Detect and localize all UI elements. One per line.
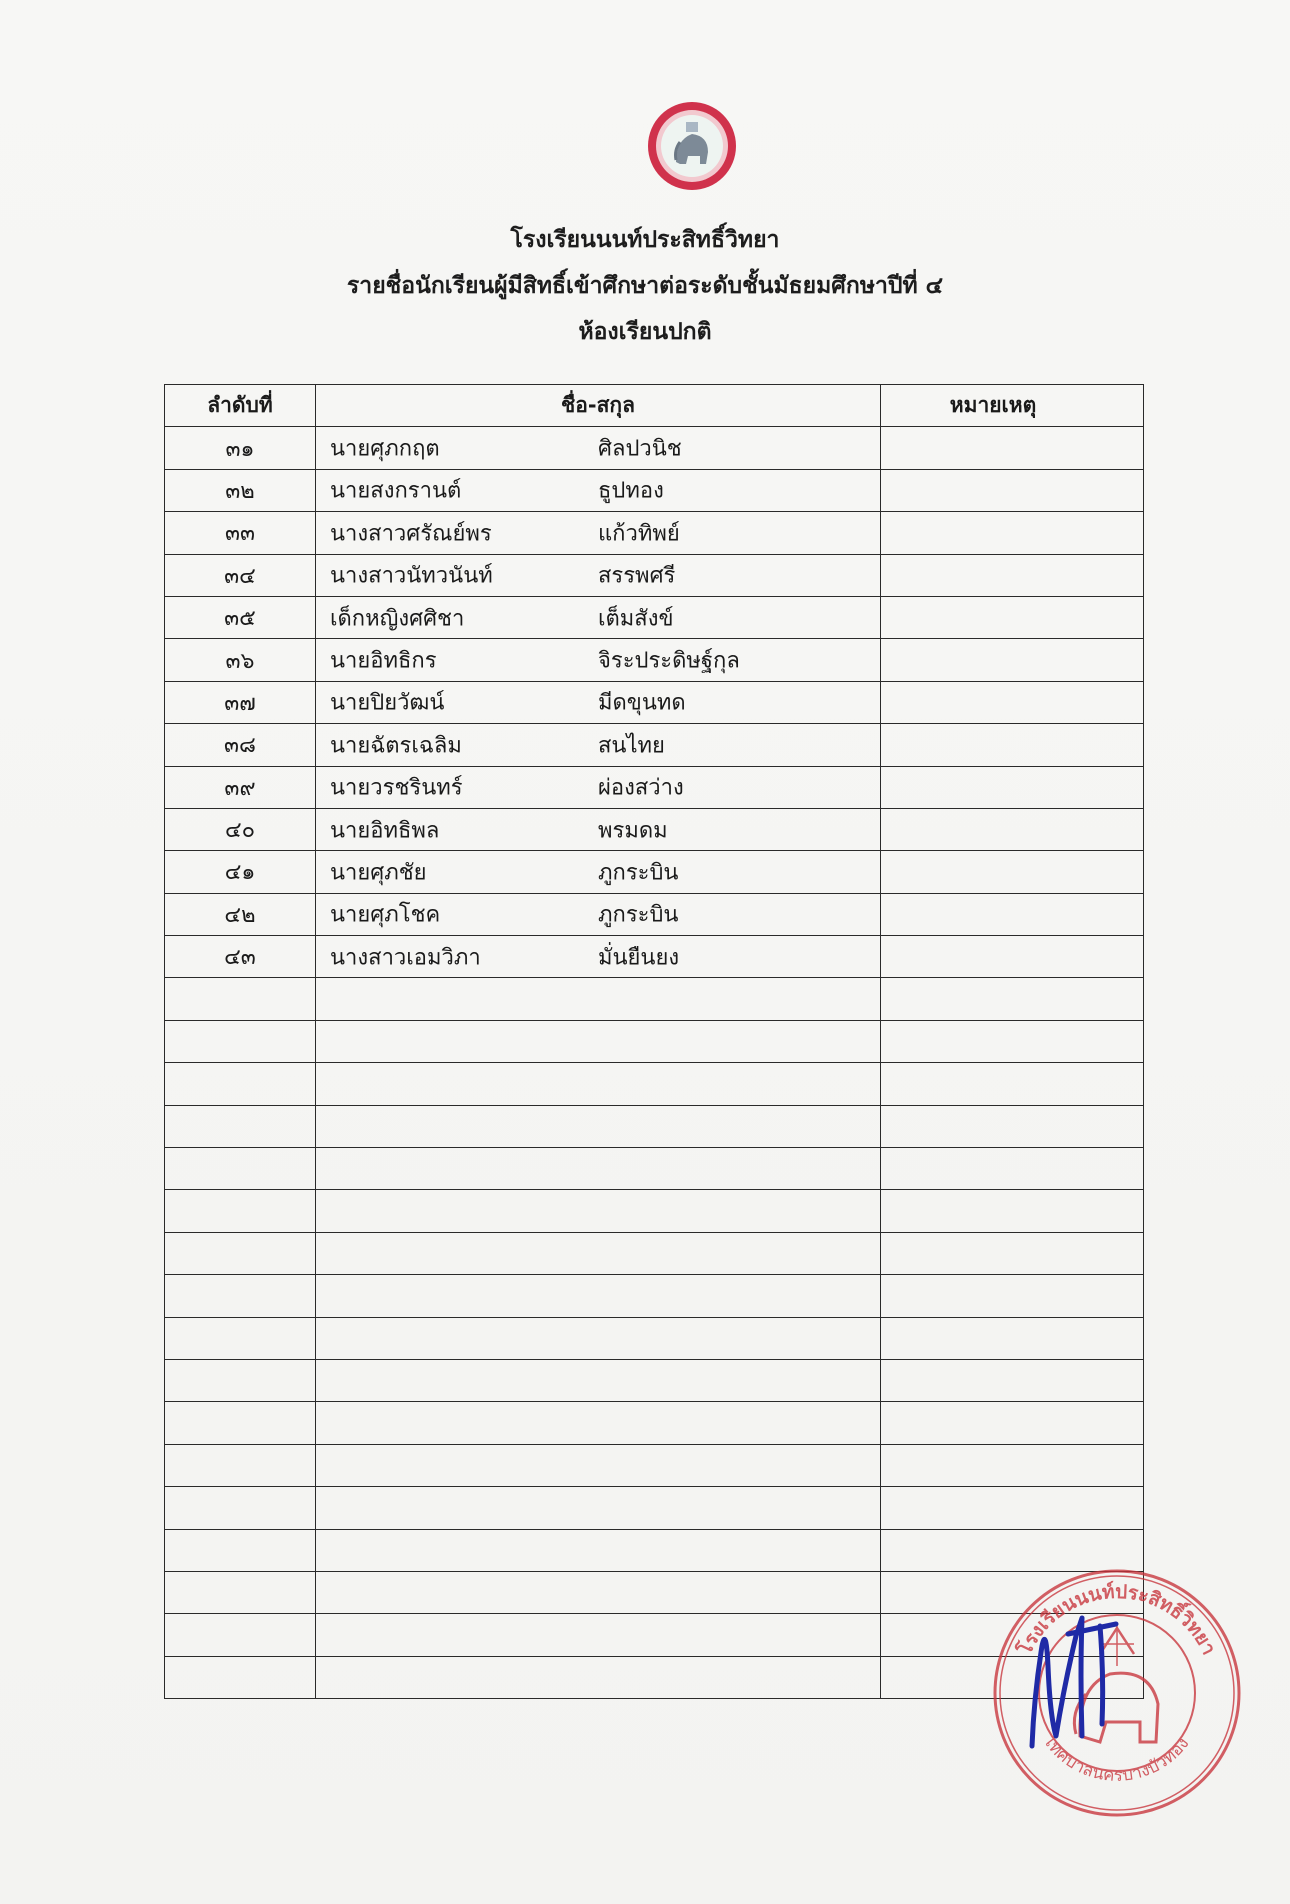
row-number [165,978,316,1020]
remark-cell [881,681,1144,723]
student-name-cell [316,1529,881,1571]
row-number: ๔๑ [165,851,316,893]
table-row [165,512,1144,554]
student-name-cell [316,1444,881,1486]
empty-table-row [165,1317,1144,1359]
empty-table-row [165,1444,1144,1486]
student-last-name: พรมดม [598,818,668,844]
row-number: ๓๔ [165,554,316,596]
handwritten-signature [1012,1606,1132,1756]
column-header-remark: หมายเหตุ [881,385,1144,427]
empty-table-row [165,978,1144,1020]
student-name-cell [316,639,881,681]
row-number [165,1487,316,1529]
table-body [165,427,1144,1699]
row-number [165,1444,316,1486]
student-last-name: มั่นยืนยง [598,945,680,971]
remark-cell [881,639,1144,681]
remark-cell [881,596,1144,638]
student-first-name: นางสาวเอมวิภา [330,945,481,971]
student-first-name: นายอิทธิพล [330,818,440,844]
row-number: ๓๕ [165,596,316,638]
student-name-cell [316,1317,881,1359]
student-name-cell [316,978,881,1020]
remark-cell [881,1190,1144,1232]
empty-table-row [165,1402,1144,1444]
school-name: โรงเรียนนนท์ประสิทธิ์วิทยา [510,227,780,253]
student-first-name: นายปิยวัฒน์ [330,690,445,716]
student-last-name: ศิลปวนิช [598,436,682,462]
row-number [165,1063,316,1105]
student-first-name: นายฉัตรเฉลิม [330,733,462,759]
student-first-name: นางสาวศรัณย์พร [330,521,492,547]
remark-cell [881,1020,1144,1062]
empty-table-row [165,1487,1144,1529]
table-row [165,724,1144,766]
remark-cell [881,469,1144,511]
student-last-name: ภูกระบิน [598,860,679,886]
column-header-number: ลำดับที่ [165,385,316,427]
student-name-cell [316,1359,881,1401]
row-number: ๓๒ [165,469,316,511]
table-header-row [165,385,1144,427]
student-name-cell [316,724,881,766]
remark-cell [881,1105,1144,1147]
remark-cell [881,851,1144,893]
table-row [165,766,1144,808]
student-first-name: นายศุภชัย [330,860,427,886]
student-last-name: สนไทย [598,733,665,759]
remark-cell [881,936,1144,978]
row-number [165,1190,316,1232]
student-first-name: นายสงกรานต์ [330,478,462,504]
student-name-cell [316,1148,881,1190]
student-last-name: เต็มสังข์ [598,606,674,632]
student-name-cell [316,1063,881,1105]
row-number: ๓๑ [165,427,316,469]
school-logo [646,100,738,192]
row-number: ๔๓ [165,936,316,978]
empty-table-row [165,1359,1144,1401]
student-first-name: นายศุภกฤต [330,436,440,462]
row-number [165,1232,316,1274]
remark-cell [881,724,1144,766]
remark-cell [881,766,1144,808]
student-first-name: นายวรชรินทร์ [330,775,463,801]
table-row [165,893,1144,935]
table-row [165,596,1144,638]
empty-table-row [165,1148,1144,1190]
row-number: ๓๙ [165,766,316,808]
table-row [165,808,1144,850]
remark-cell [881,427,1144,469]
student-name-cell [316,1656,881,1698]
remark-cell [881,1148,1144,1190]
row-number [165,1614,316,1656]
table-row [165,851,1144,893]
row-number: ๓๖ [165,639,316,681]
empty-table-row [165,1105,1144,1147]
student-name-cell [316,1402,881,1444]
table-row [165,427,1144,469]
row-number [165,1359,316,1401]
student-name-cell [316,681,881,723]
empty-table-row [165,1020,1144,1062]
student-last-name: สรรพศรี [598,563,676,589]
table-row [165,936,1144,978]
student-first-name: เด็กหญิงศศิชา [330,606,465,632]
student-name-cell [316,1614,881,1656]
row-number [165,1529,316,1571]
student-last-name: ผ่องสว่าง [598,775,684,801]
student-name-cell [316,512,881,554]
list-title: รายชื่อนักเรียนผู้มีสิทธิ์เข้าศึกษาต่อระดับชั้นมัธยมศึกษาปีที่ ๔ [346,273,944,299]
student-name-cell [316,1232,881,1274]
table-row [165,469,1144,511]
row-number: ๔๐ [165,808,316,850]
student-name-cell [316,1190,881,1232]
remark-cell [881,1487,1144,1529]
row-number [165,1402,316,1444]
student-first-name: นายอิทธิกร [330,648,437,674]
empty-table-row [165,1063,1144,1105]
row-number [165,1571,316,1613]
student-name-cell [316,766,881,808]
student-name-cell [316,554,881,596]
remark-cell [881,554,1144,596]
student-last-name: แก้วทิพย์ [598,521,680,547]
column-header-name: ชื่อ-สกุล [316,385,881,427]
empty-table-row [165,1232,1144,1274]
remark-cell [881,1232,1144,1274]
row-number [165,1317,316,1359]
student-table [164,384,1144,1699]
row-number: ๓๗ [165,681,316,723]
student-name-cell [316,851,881,893]
row-number [165,1020,316,1062]
student-name-cell [316,469,881,511]
row-number [165,1105,316,1147]
row-number: ๓๘ [165,724,316,766]
remark-cell [881,978,1144,1020]
row-number [165,1656,316,1698]
student-last-name: จิระประดิษฐ์กุล [598,648,740,674]
empty-table-row [165,1190,1144,1232]
table-row [165,639,1144,681]
remark-cell [881,808,1144,850]
student-last-name: ภูกระบิน [598,902,679,928]
empty-table-row [165,1275,1144,1317]
student-first-name: นายศุภโชค [330,902,441,928]
stamp-text-bottom: เทศบาลนครบางบัวทอง [1040,1733,1194,1786]
table-row [165,681,1144,723]
remark-cell [881,1275,1144,1317]
remark-cell [881,1402,1144,1444]
student-name-cell [316,1105,881,1147]
remark-cell [881,893,1144,935]
student-name-cell [316,808,881,850]
row-number: ๔๒ [165,893,316,935]
remark-cell [881,1063,1144,1105]
student-name-cell [316,596,881,638]
stamp-text-top: โรงเรียนนนท์ประสิทธิ์วิทยา [1013,1580,1220,1659]
classroom-label: ห้องเรียนปกติ [578,319,712,345]
row-number [165,1275,316,1317]
row-number: ๓๓ [165,512,316,554]
student-name-cell [316,1275,881,1317]
student-name-cell [316,893,881,935]
remark-cell [881,1444,1144,1486]
row-number [165,1148,316,1190]
table-row [165,554,1144,596]
student-last-name: ธูปทอง [598,478,664,504]
student-name-cell [316,1487,881,1529]
student-last-name: มีดขุนทด [598,690,686,716]
student-name-cell [316,1020,881,1062]
student-name-cell [316,427,881,469]
student-name-cell [316,1571,881,1613]
remark-cell [881,1317,1144,1359]
student-name-cell [316,936,881,978]
student-first-name: นางสาวนัทวนันท์ [330,563,493,589]
remark-cell [881,1359,1144,1401]
remark-cell [881,512,1144,554]
